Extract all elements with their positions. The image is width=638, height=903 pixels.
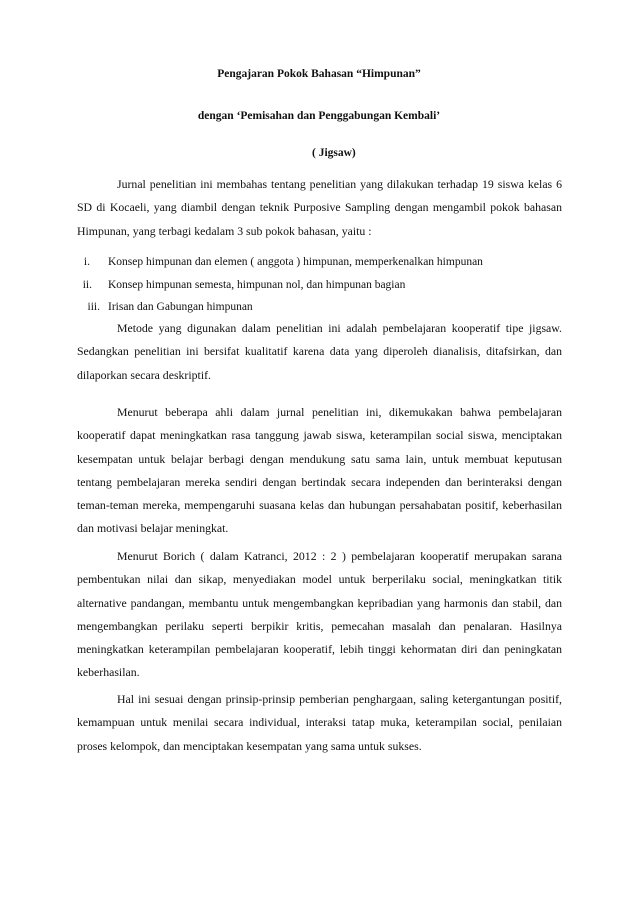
list-item — [62, 251, 562, 274]
title-line-3: ( Jigsaw) — [312, 147, 356, 159]
paragraph-principles: Hal ini sesuai dengan prinsip-prinsip pemberian penghargaan, saling ketergantungan positif, kemampuan untuk menilai secara individual, interaksi tatap muka, keterampilan social, penilaian proses kelompok, dan menciptakan kesempatan yang sama untuk sukses. — [77, 692, 562, 753]
sub-topic-list — [62, 251, 562, 319]
list-item-number: i. — [83, 256, 90, 268]
list-item — [62, 296, 562, 319]
list-item-text: Konsep himpunan dan elemen ( anggota ) himpunan, memperkenalkan himpunan — [108, 256, 483, 268]
list-item-number: ii. — [82, 278, 92, 291]
paragraph-method: Metode yang digunakan dalam penelitian ini adalah pembelajaran kooperatif tipe jigsaw. Sedangkan penelitian ini bersifat kualitatif karena data yang diperoleh dianalisis, ditafsirkan, dan dilaporkan secara deskriptif. — [77, 321, 562, 382]
paragraph-experts: Menurut beberapa ahli dalam jurnal penelitian ini, dikemukakan bahwa pembelajaran kooperatif dapat meningkatkan rasa tanggung jawab siswa, keterampilan social siswa, menciptakan kesempatan untuk belajar berbagi dengan mendukung satu sama lain, untuk membuat keputusan tentang pembelajaran mereka sendiri dengan bertindak secara independen dan berinteraksi dengan teman-teman mereka, mempengaruhi suasana kelas dan hubungan persahabatan positif, keberhasilan dan motivasi belajar meningkat. — [77, 405, 562, 536]
title-line-1: Pengajaran Pokok Bahasan “Himpunan” — [217, 68, 421, 80]
title-line-2: dengan ‘Pemisahan dan Penggabungan Kembali’ — [197, 110, 441, 122]
list-item — [62, 274, 562, 297]
list-item-text: Konsep himpunan semesta, himpunan nol, dan himpunan bagian — [108, 278, 406, 291]
list-item-text: Irisan dan Gabungan himpunan — [108, 301, 253, 313]
list-item-number: iii. — [87, 301, 100, 313]
paragraph-borich: Menurut Borich ( dalam Katranci, 2012 : 2 ) pembelajaran kooperatif merupakan sarana pembentukan nilai dan sikap, menyediakan model untuk berperilaku social, meningkatkan titik alternative pandangan, membantu untuk mengembangkan kepribadian yang harmonis dan stabil, dan mengembangkan perilaku seperti berpikir kritis, pemecahan masalah dan penalaran. Hasilnya meningkatkan keterampilan pembelajaran kooperatif, lebih tinggi kehormatan diri dan peningkatan keberhasilan. — [77, 549, 562, 680]
paragraph-intro: Jurnal penelitian ini membahas tentang penelitian yang dilakukan terhadap 19 siswa kelas 6 SD di Kocaeli, yang diambil dengan teknik Purposive Sampling dengan mengambil pokok bahasan Himpunan, yang terbagi kedalam 3 sub pokok bahasan, yaitu : — [77, 177, 562, 238]
